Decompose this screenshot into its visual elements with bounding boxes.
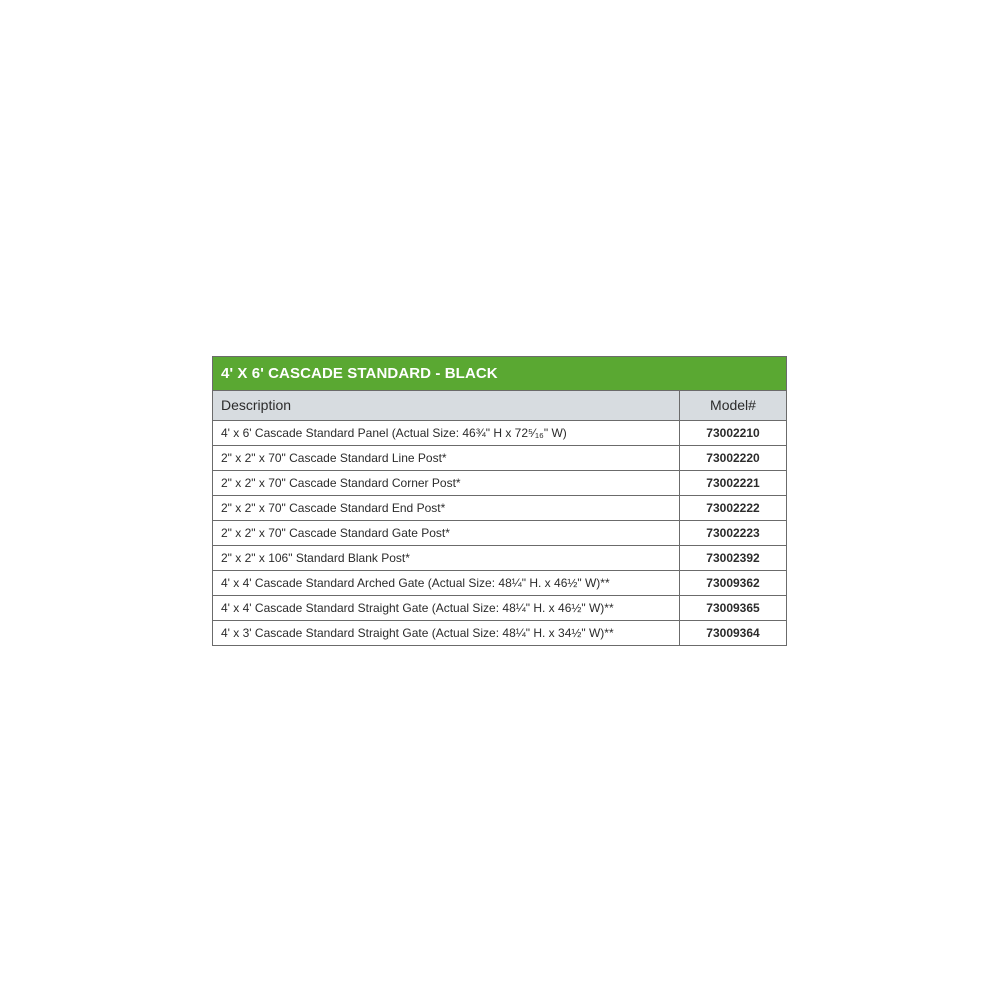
row-description: 2" x 2" x 70" Cascade Standard Corner Post* <box>213 471 680 495</box>
table-row <box>213 421 786 446</box>
row-description: 2" x 2" x 70" Cascade Standard Gate Post* <box>213 521 680 545</box>
row-description: 4' x 3' Cascade Standard Straight Gate (Actual Size: 48¼" H. x 34½" W)** <box>213 621 680 645</box>
row-description: 2" x 2" x 106" Standard Blank Post* <box>213 546 680 570</box>
row-model: 73002222 <box>706 501 760 515</box>
row-model: 73002220 <box>706 451 760 465</box>
table-row <box>213 596 786 621</box>
row-model: 73009362 <box>706 576 760 590</box>
table-header-row <box>213 391 786 421</box>
table-row <box>213 546 786 571</box>
header-model: Model# <box>710 397 756 413</box>
table-row <box>213 521 786 546</box>
table-row <box>213 571 786 596</box>
row-description: 2" x 2" x 70" Cascade Standard Line Post* <box>213 446 680 470</box>
row-description: 2" x 2" x 70" Cascade Standard End Post* <box>213 496 680 520</box>
row-model: 73002221 <box>706 476 760 490</box>
row-description: 4' x 6' Cascade Standard Panel (Actual Size: 46¾" H x 72⁵⁄₁₆" W) <box>213 421 680 445</box>
row-model: 73002223 <box>706 526 760 540</box>
row-description: 4' x 4' Cascade Standard Straight Gate (Actual Size: 48¼" H. x 46½" W)** <box>213 596 680 620</box>
row-model: 73002210 <box>706 426 760 440</box>
table-title: 4' X 6' CASCADE STANDARD - BLACK <box>213 357 786 391</box>
table-row <box>213 446 786 471</box>
row-model: 73009364 <box>706 626 760 640</box>
row-description: 4' x 4' Cascade Standard Arched Gate (Actual Size: 48¼" H. x 46½" W)** <box>213 571 680 595</box>
table-row <box>213 471 786 496</box>
product-table <box>212 356 787 646</box>
row-model: 73002392 <box>706 551 760 565</box>
header-description: Description <box>213 391 680 420</box>
row-model: 73009365 <box>706 601 760 615</box>
table-row <box>213 496 786 521</box>
table-row <box>213 621 786 645</box>
